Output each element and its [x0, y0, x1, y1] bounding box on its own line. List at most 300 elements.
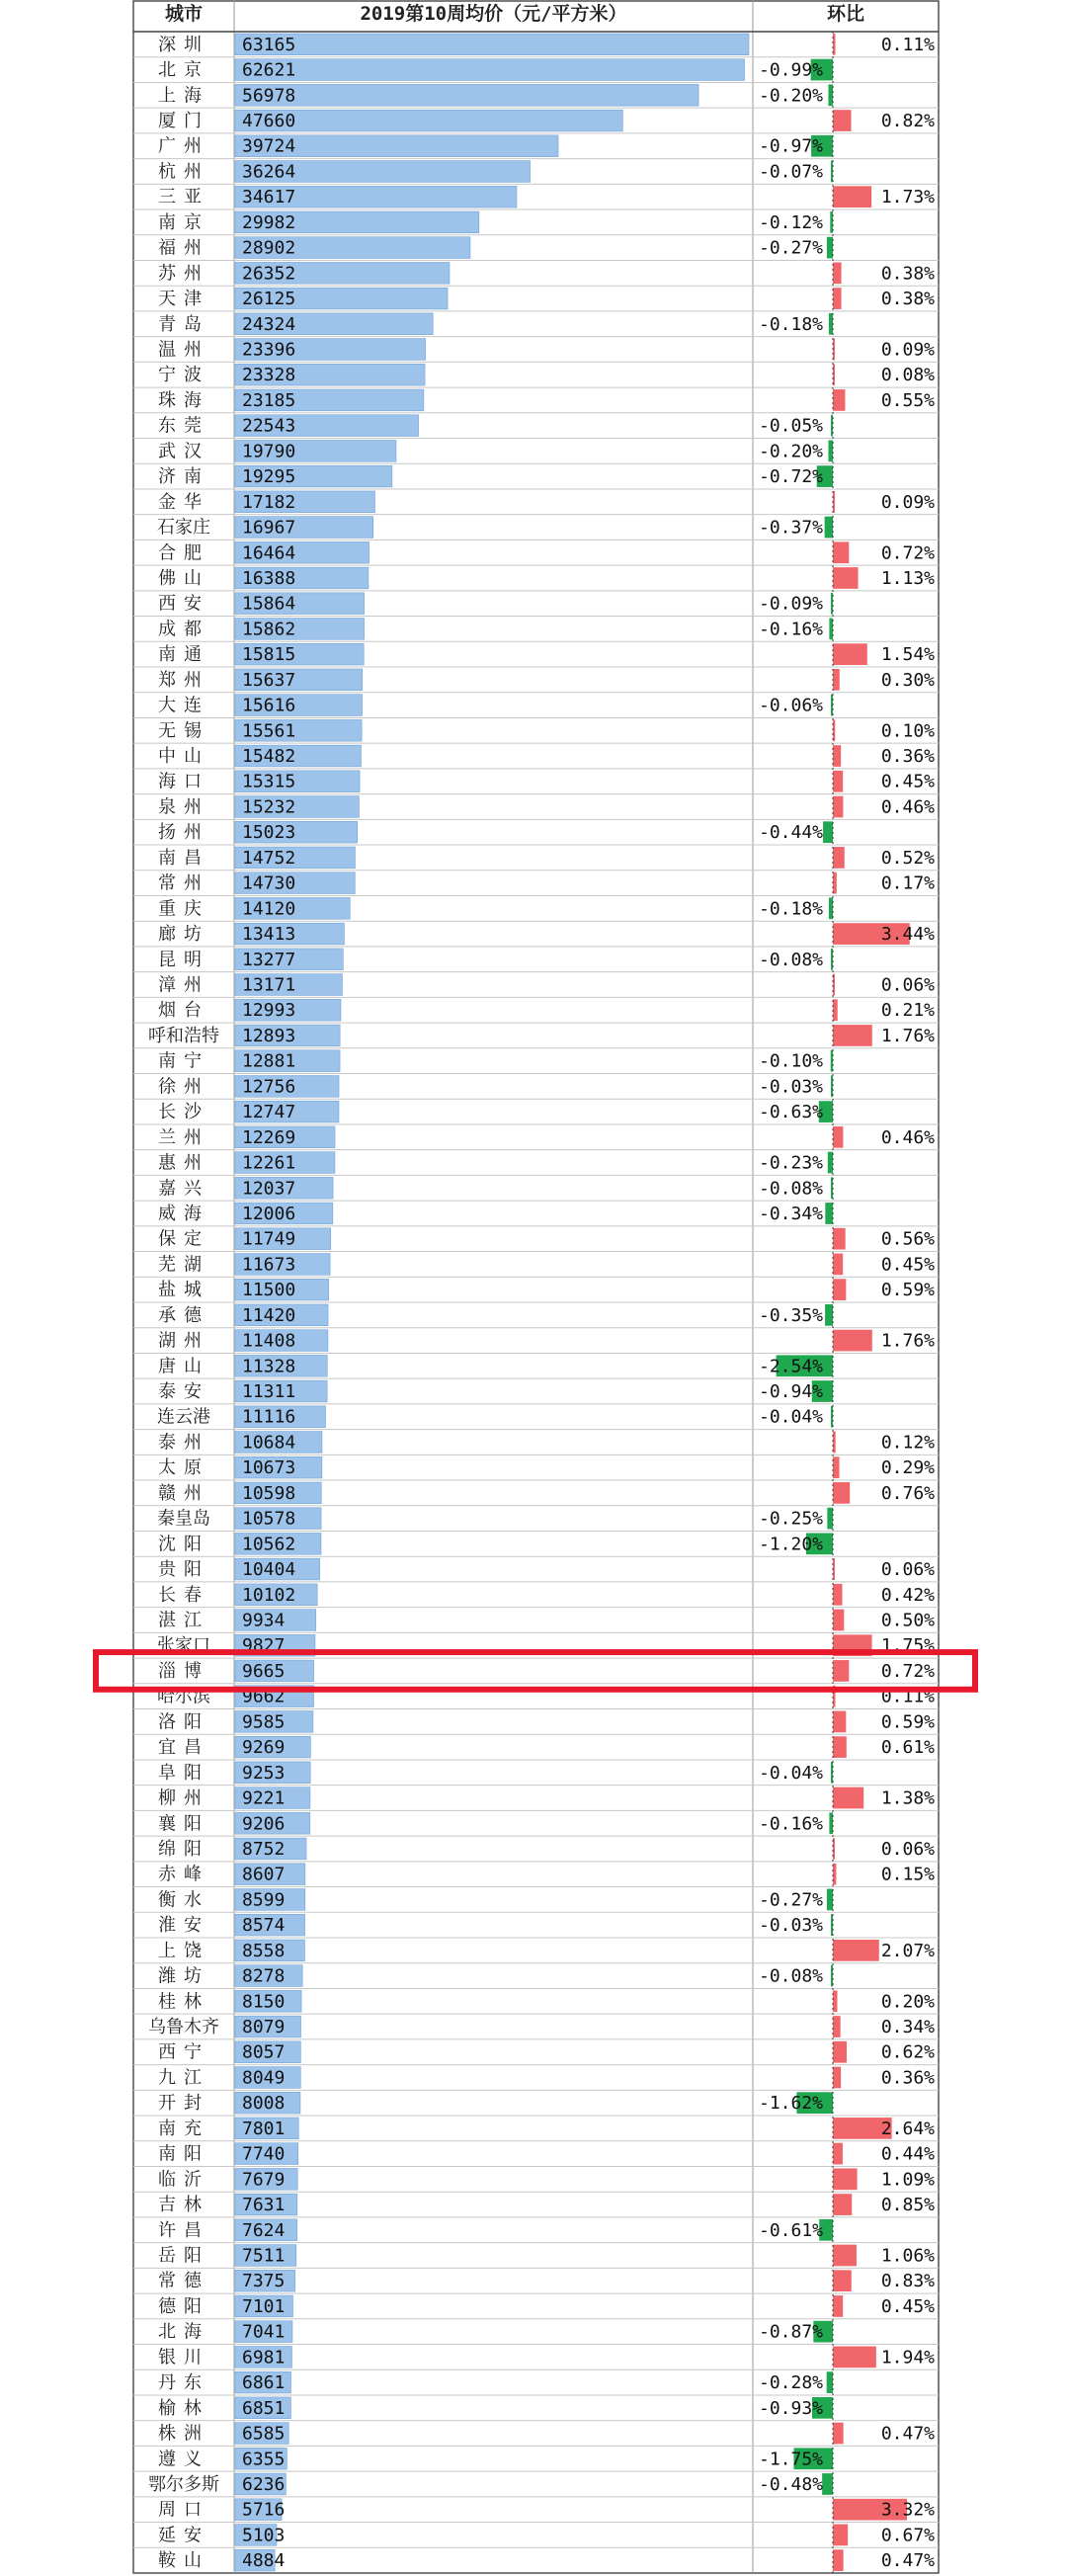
price-label: 12893 [242, 1025, 296, 1046]
table-row [133, 743, 939, 767]
city-label: 中山 [158, 746, 209, 768]
change-label: 3.32% [880, 2499, 935, 2521]
price-label: 8057 [242, 2041, 286, 2063]
table-row [133, 1124, 939, 1148]
price-label: 17182 [242, 491, 296, 513]
change-label: 1.54% [880, 644, 935, 666]
table-row [133, 1734, 939, 1758]
change-bar [833, 873, 837, 894]
change-label: -0.20% [759, 441, 824, 462]
city-label: 泰安 [158, 1381, 209, 1403]
price-label: 9253 [242, 1762, 286, 1784]
change-bar [833, 1736, 847, 1758]
city-label: 秦皇岛 [157, 1508, 210, 1530]
city-label: 太原 [158, 1457, 209, 1479]
city-label: 开封 [158, 2093, 209, 2115]
price-label: 11116 [242, 1406, 296, 1428]
city-label: 济南 [158, 466, 209, 488]
change-label: 0.09% [880, 339, 935, 361]
city-label: 杭州 [158, 161, 209, 183]
table-row [133, 1430, 939, 1454]
price-label: 8599 [242, 1889, 286, 1911]
table-row [133, 1226, 939, 1250]
change-bar [833, 771, 843, 792]
price-label: 13413 [242, 924, 296, 946]
table-row [133, 2293, 939, 2317]
price-label: 6355 [242, 2449, 286, 2470]
table-row [133, 1963, 939, 1987]
change-bar [833, 669, 840, 691]
change-bar [833, 847, 845, 869]
price-label: 15864 [242, 593, 296, 615]
change-label: -0.27% [759, 237, 824, 259]
change-label: -0.18% [759, 313, 824, 335]
price-label: 5716 [242, 2499, 286, 2521]
change-bar [827, 1508, 833, 1530]
change-label: 0.67% [880, 2525, 935, 2546]
price-label: 63165 [242, 34, 296, 55]
change-bar [833, 2525, 848, 2546]
change-bar [833, 2549, 844, 2571]
table-row [133, 2421, 939, 2445]
price-label: 7631 [242, 2195, 286, 2216]
change-bar [833, 1482, 850, 1504]
change-bar [833, 1990, 838, 2012]
change-bar [829, 619, 833, 640]
change-bar [833, 719, 835, 741]
change-label: 0.06% [880, 1838, 935, 1860]
price-label: 23185 [242, 389, 296, 411]
change-label: -0.09% [759, 593, 824, 615]
city-label: 芜湖 [158, 1254, 209, 1276]
table-row [133, 2395, 939, 2419]
city-label: 烟台 [158, 1000, 209, 1022]
change-bar [829, 1812, 833, 1834]
table-row [133, 515, 939, 539]
table-row [133, 1531, 939, 1554]
change-bar [833, 1228, 846, 1250]
city-label: 鄂尔多斯 [148, 2473, 219, 2495]
change-bar [833, 1126, 843, 1148]
city-label: 长沙 [158, 1102, 209, 1123]
table-row [133, 997, 939, 1021]
change-bar [833, 1279, 846, 1300]
table-row [133, 845, 939, 869]
table-row [133, 260, 939, 284]
change-label: 0.34% [880, 2017, 935, 2038]
price-label: 7801 [242, 2118, 286, 2139]
table-row [133, 794, 939, 818]
city-label: 威海 [158, 1203, 209, 1224]
price-label: 5103 [242, 2525, 286, 2546]
city-label: 宁波 [158, 365, 209, 386]
city-label: 承德 [158, 1304, 209, 1326]
price-label: 7624 [242, 2219, 286, 2241]
price-label: 16464 [242, 542, 296, 564]
price-label: 8558 [242, 1940, 286, 1961]
price-label: 9221 [242, 1787, 286, 1809]
change-label: -0.27% [759, 1889, 824, 1911]
city-label: 徐州 [158, 1076, 209, 1098]
change-label: -0.97% [759, 135, 824, 157]
table-row [133, 972, 939, 996]
price-label: 19295 [242, 466, 296, 488]
change-bar [833, 2245, 857, 2267]
price-label: 6861 [242, 2372, 286, 2394]
table-row [133, 463, 939, 487]
city-label: 兰州 [158, 1126, 209, 1148]
table-row [158, 34, 935, 55]
price-label: 12261 [242, 1152, 296, 1174]
change-label: 0.82% [880, 111, 935, 132]
table-row [133, 2116, 939, 2139]
price-label: 24324 [242, 313, 296, 335]
change-label: 0.17% [880, 873, 935, 894]
change-bar [833, 643, 867, 665]
city-label: 三亚 [158, 187, 209, 208]
city-label: 上海 [158, 85, 209, 107]
price-label: 47660 [242, 111, 296, 132]
price-bar [235, 34, 749, 55]
price-label: 39724 [242, 135, 296, 157]
city-label: 天津 [158, 289, 209, 310]
city-label: 湛江 [158, 1610, 209, 1631]
city-label: 丹东 [158, 2372, 209, 2394]
change-label: 1.06% [880, 2245, 935, 2267]
table-row [133, 489, 939, 513]
price-label: 62621 [242, 59, 296, 81]
change-label: 1.76% [880, 1330, 935, 1352]
change-label: 0.42% [880, 1584, 935, 1606]
change-label: 1.38% [880, 1787, 935, 1809]
change-label: 1.73% [880, 187, 935, 208]
header-price: 2019第10周均价（元/平方米） [360, 3, 627, 25]
table-row [133, 1302, 939, 1326]
change-label: -0.08% [759, 1178, 824, 1200]
price-bar [235, 59, 745, 81]
city-label: 成都 [158, 619, 209, 640]
city-label: 珠海 [158, 389, 209, 411]
table-row [133, 947, 939, 970]
change-label: 1.13% [880, 567, 935, 589]
change-label: 0.47% [880, 2550, 935, 2572]
change-label: -0.28% [759, 2372, 824, 2394]
change-bar [825, 1203, 833, 1224]
city-label: 大连 [158, 695, 209, 716]
change-label: 0.50% [880, 1610, 935, 1631]
change-label: 1.75% [880, 1635, 935, 1657]
price-label: 12756 [242, 1076, 296, 1098]
table-row [133, 617, 939, 640]
city-label: 临沂 [158, 2169, 209, 2191]
city-label: 嘉兴 [158, 1178, 209, 1200]
table-row [133, 82, 939, 106]
table-row [133, 1862, 939, 1885]
change-bar [833, 567, 859, 589]
price-label: 10598 [242, 1482, 296, 1504]
city-label: 西宁 [158, 2041, 209, 2063]
table-header [165, 2, 864, 25]
price-label: 9827 [242, 1635, 286, 1657]
city-label: 长春 [158, 1584, 209, 1606]
city-label: 南充 [158, 2118, 209, 2139]
price-label: 14120 [242, 898, 296, 920]
price-label: 10404 [242, 1559, 296, 1581]
city-label: 西安 [158, 593, 209, 615]
city-label: 北海 [158, 2321, 209, 2343]
change-label: -0.16% [759, 619, 824, 640]
price-label: 15315 [242, 771, 296, 792]
price-label: 12747 [242, 1102, 296, 1123]
price-label: 26352 [242, 263, 296, 285]
table-row [133, 1810, 939, 1834]
price-label: 23396 [242, 339, 296, 361]
change-label: 0.21% [880, 1000, 935, 1022]
table-row [133, 1760, 939, 1784]
price-label: 11749 [242, 1228, 296, 1250]
change-bar [825, 517, 833, 539]
table-row [133, 1938, 939, 1961]
table-row [133, 286, 939, 309]
change-label: -0.10% [759, 1050, 824, 1072]
price-label: 56978 [242, 85, 296, 107]
change-bar [833, 2295, 843, 2317]
table-row [133, 2192, 939, 2215]
change-label: 1.09% [880, 2169, 935, 2191]
price-bar [235, 84, 698, 106]
change-bar [833, 1787, 863, 1809]
change-bar [833, 2016, 841, 2037]
price-label: 8049 [242, 2067, 286, 2089]
table-row [133, 337, 939, 361]
city-label: 鞍山 [158, 2550, 209, 2572]
city-label: 保定 [158, 1228, 209, 1250]
city-label: 南阳 [158, 2143, 209, 2165]
header-city: 城市 [164, 3, 204, 25]
change-label: -1.75% [759, 2449, 824, 2470]
city-label: 廊坊 [158, 924, 209, 946]
city-label: 佛山 [158, 567, 209, 589]
table-row [133, 1099, 939, 1122]
price-label: 6981 [242, 2347, 286, 2368]
price-label: 15616 [242, 695, 296, 716]
change-label: 0.85% [880, 2195, 935, 2216]
city-label: 吉林 [158, 2195, 209, 2216]
price-label: 16967 [242, 517, 296, 539]
table-row [133, 387, 939, 411]
table-row [133, 2319, 939, 2343]
price-label: 9585 [242, 1711, 286, 1733]
table-row [133, 1988, 939, 2012]
price-label: 9269 [242, 1737, 286, 1759]
change-label: -0.06% [759, 695, 824, 716]
change-bar [833, 389, 845, 411]
table-row [133, 235, 939, 259]
table-row [133, 2039, 939, 2063]
table-row [133, 1201, 939, 1224]
table-row [133, 591, 939, 615]
price-label: 36264 [242, 161, 296, 183]
price-label: 10562 [242, 1534, 296, 1555]
change-label: 0.08% [880, 365, 935, 386]
city-label: 东莞 [158, 415, 209, 437]
city-label: 哈尔滨 [157, 1686, 210, 1707]
table-row [133, 2345, 939, 2368]
change-bar [833, 110, 852, 131]
change-bar [831, 1076, 833, 1098]
price-label: 8574 [242, 1915, 286, 1937]
change-bar [827, 237, 833, 259]
change-label: 1.94% [880, 2347, 935, 2368]
price-label: 19790 [242, 441, 296, 462]
price-label: 29982 [242, 211, 296, 233]
table-row [133, 693, 939, 716]
table-row [133, 108, 939, 131]
table-row [133, 362, 939, 385]
change-label: -0.63% [759, 1102, 824, 1123]
change-label: -0.04% [759, 1762, 824, 1784]
change-label: -1.20% [759, 1534, 824, 1555]
change-label: 0.38% [880, 263, 935, 285]
city-label: 衡水 [158, 1889, 209, 1911]
change-label: -0.04% [759, 1406, 824, 1428]
table-row [133, 641, 939, 665]
price-label: 7101 [242, 2295, 286, 2317]
table-row [133, 895, 939, 919]
change-label: 0.55% [880, 389, 935, 411]
city-label: 淄博 [158, 1660, 209, 1682]
change-label: 0.45% [880, 2295, 935, 2317]
change-bar [833, 2347, 876, 2368]
change-bar [833, 2270, 852, 2291]
city-label: 海口 [158, 771, 209, 792]
change-bar [833, 1660, 849, 1682]
city-label: 株洲 [158, 2423, 209, 2445]
change-label: 0.72% [880, 1660, 935, 1682]
price-label: 7679 [242, 2169, 286, 2191]
city-label: 沈阳 [158, 1534, 209, 1555]
city-label: 深圳 [158, 34, 209, 55]
table-row [133, 2446, 939, 2469]
header-change: 环比 [826, 3, 865, 25]
city-label: 常州 [158, 873, 209, 894]
change-label: -0.94% [759, 1381, 824, 1403]
price-label: 9206 [242, 1813, 286, 1835]
change-label: -2.54% [759, 1356, 824, 1377]
city-label: 合肥 [158, 542, 209, 564]
city-label: 桂林 [158, 1991, 209, 2013]
table-row [133, 2243, 939, 2267]
city-label: 厦门 [158, 111, 209, 132]
table-row [133, 2217, 939, 2241]
price-label: 8607 [242, 1864, 286, 1885]
change-label: 0.36% [880, 2067, 935, 2089]
city-label: 南京 [158, 211, 209, 233]
change-label: -0.72% [759, 466, 824, 488]
change-label: -0.08% [759, 949, 824, 970]
city-label: 阜阳 [158, 1762, 209, 1784]
price-label: 11420 [242, 1304, 296, 1326]
city-label: 赣州 [158, 1482, 209, 1504]
price-label: 15232 [242, 796, 296, 818]
city-label: 赤峰 [158, 1864, 209, 1885]
change-bar [833, 745, 841, 767]
change-label: 0.38% [880, 289, 935, 310]
price-label: 14752 [242, 847, 296, 869]
change-label: 0.46% [880, 1126, 935, 1148]
table-row [133, 2166, 939, 2190]
city-label: 呼和浩特 [148, 1025, 219, 1046]
change-bar [833, 541, 849, 563]
city-label: 洛阳 [158, 1711, 209, 1733]
price-label: 8752 [242, 1838, 286, 1860]
change-bar [833, 2423, 844, 2445]
city-label: 广州 [158, 135, 209, 157]
change-label: 0.62% [880, 2041, 935, 2063]
city-label: 青岛 [158, 313, 209, 335]
change-label: 0.06% [880, 1559, 935, 1581]
city-label: 盐城 [158, 1280, 209, 1301]
price-label: 15815 [242, 644, 296, 666]
price-label: 10578 [242, 1508, 296, 1530]
city-label: 潍坊 [158, 1965, 209, 1987]
city-label: 许昌 [158, 2219, 209, 2241]
change-bar [829, 313, 833, 335]
change-label: 1.76% [880, 1025, 935, 1046]
change-label: 3.44% [880, 924, 935, 946]
price-label: 9662 [242, 1686, 286, 1707]
change-label: -0.16% [759, 1813, 824, 1835]
table-row [133, 1786, 939, 1809]
city-label: 周口 [158, 2499, 209, 2521]
change-label: -0.03% [759, 1076, 824, 1098]
city-label: 福州 [158, 237, 209, 259]
table-row [133, 1328, 939, 1352]
price-label: 9934 [242, 1610, 286, 1631]
table-row [133, 1658, 939, 1682]
change-label: 0.52% [880, 847, 935, 869]
table-row [133, 2014, 939, 2037]
change-label: 0.20% [880, 1991, 935, 2013]
table-row [133, 2369, 939, 2393]
table-row [133, 871, 939, 894]
change-bar [833, 1711, 846, 1733]
city-label: 张家口 [157, 1635, 210, 1657]
table-row [133, 184, 939, 208]
price-label: 28902 [242, 237, 296, 259]
city-label: 宜昌 [158, 1737, 209, 1759]
change-label: -0.99% [759, 59, 824, 81]
city-label: 昆明 [158, 949, 209, 970]
change-label: -0.18% [759, 898, 824, 920]
price-label: 15482 [242, 746, 296, 768]
price-label: 15561 [242, 720, 296, 742]
price-label: 15023 [242, 822, 296, 844]
change-label: -0.61% [759, 2219, 824, 2241]
price-label: 34617 [242, 187, 296, 208]
table-row [133, 1912, 939, 1936]
change-bar [833, 288, 842, 309]
change-label: 0.44% [880, 2143, 935, 2165]
city-label: 武汉 [158, 441, 209, 462]
change-label: 0.29% [880, 1457, 935, 1479]
change-bar [829, 897, 833, 919]
price-label: 15637 [242, 669, 296, 691]
price-label: 11500 [242, 1280, 296, 1301]
table-row [133, 2471, 939, 2495]
table-row [133, 667, 939, 691]
city-label: 淮安 [158, 1915, 209, 1937]
